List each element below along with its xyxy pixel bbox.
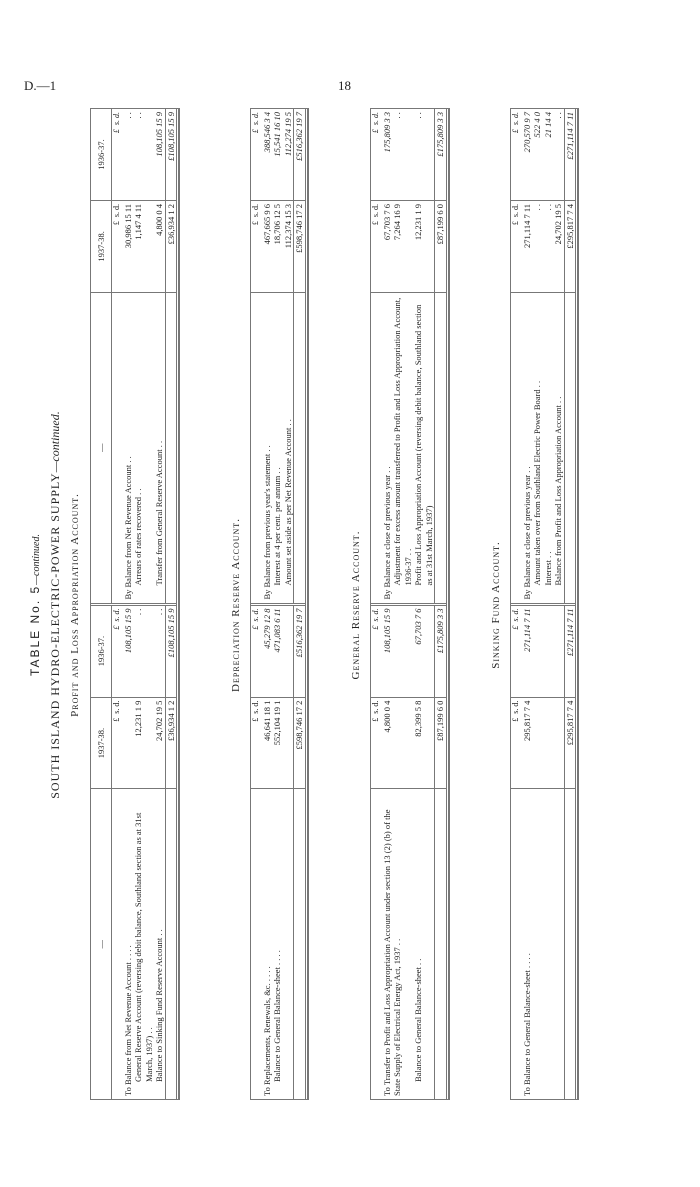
totals-row: £598,746 17 2 £516,362 19 7 £598,746 17 2 £516,362 19 7 [294, 109, 307, 1099]
totals-row: £295,817 7 4 £271,114 7 11 £295,817 7 4 £271,114 7 11 [564, 109, 577, 1099]
table-number: TABLE No. 5—continued. [28, 534, 42, 676]
table-row: Balance to General Balance-sheet . . . . 552,104 19 1 471,083 6 11 Interest at 4 per cent. per annum . . 18,706 12 5 15,541 16 10 [272, 109, 283, 1099]
profit-loss-account: — 1937-38. 1936-37. — 1937-38. 1936-37. £ s. d. £ s. d. £ s. d. £ s. d. To Balance from Net Revenue Account . . . . 108,105 15 9 By Balance from Net Revenue Account . . 30,986 15 11 . . General Reserve Account (reversing debit balance, Southland section as at 31st March, 1937) . . 12,231 1 9 . . Arrears of rates recovered . . 1,147 4 11 . . Balance to Sinking Fund Reserve Account . . 24,702 19 5 . . Transfer from General Reserve Account . . 4,800 0 4 108,105 15 9 £36,934 1 2 £108,105 15 9 £36,934 1 2 £108,105 15 9 [90, 108, 180, 1100]
table-row: Balance from Profit and Loss Appropriation Account . . 24,702 19 5 . . [553, 109, 564, 1099]
table-row: Amount set aside as per Net Revenue Account . . 112,374 15 3 112,274 19 5 [283, 109, 294, 1099]
table-row: To Balance from Net Revenue Account . . . . 108,105 15 9 By Balance from Net Revenue Account . . 30,986 15 11 . . [123, 109, 134, 1099]
table-row: Interest . . . . 21 14 4 [543, 109, 554, 1099]
depreciation-title: Depreciation Reserve Account. [230, 518, 242, 692]
totals-row: £36,934 1 2 £108,105 15 9 £36,934 1 2 £108,105 15 9 [165, 109, 178, 1099]
general-reserve-account: £ s. d. £ s. d. £ s. d. £ s. d. To Transfer to Profit and Loss Appropriation Account under section 13 (2) (b) of the State Supply of Electrical Energy Act, 1937 . . 4,800 0 4 108,105 15 9 By Balance at close of previous year . . Adjustment for excess amount transferred to Profit and Loss Appropriation Account, 1936-37 . . 67,703 7 6 7,264 16 9 175,809 3 3 . . Balance to General Balance-sheet . . 82,399 5 8 67,703 7 6 Profit and Loss Appropriation Account (reversing debit balance, Southland section as at 31st March, 1937) 12,231 1 9 . . £87,199 6 0 £175,809 3 3 £87,199 6 0 £175,809 3 3 [370, 108, 450, 1100]
table-row: General Reserve Account (reversing debit balance, Southland section as at 31st March, 1937) . . 12,231 1 9 . . Arrears of rates recovered . . 1,147 4 11 . . [133, 109, 154, 1099]
table-row: Balance to Sinking Fund Reserve Account . . 24,702 19 5 . . Transfer from General Reserve Account . . 4,800 0 4 108,105 15 9 [154, 109, 165, 1099]
supply-title: SOUTH ISLAND HYDRO-ELECTRIC-POWER SUPPLY—continued. [48, 411, 62, 799]
table-row: To Replacements, Renewals, &c. . . . . 46,641 18 1 45,279 12 8 By Balance from previous year's statement . . 467,665 9 6 388,546 3 4 [262, 109, 273, 1099]
totals-row: £87,199 6 0 £175,809 3 3 £87,199 6 0 £175,809 3 3 [435, 109, 448, 1099]
sinking-fund-account: £ s. d. £ s. d. £ s. d. £ s. d. To Balance to General Balance-sheet . . . . 295,817 7 4 271,114 7 11 By Balance at close of previous year . . 271,114 7 11 270,570 9 7 Amount taken over from Southland Electric Power Board . . . . 522 4 0 Interest . . . . 21 14 4 Balance from Profit and Loss Appropriation Account . . 24,702 19 5 . . £295,817 7 4 £271,114 7 11 £295,817 7 4 £271,114 7 11 [510, 108, 579, 1100]
page-number: 18 [338, 78, 351, 93]
general-reserve-title: General Reserve Account. [350, 530, 362, 680]
page-reference: D.—1 [24, 78, 57, 93]
table-row: Amount taken over from Southland Electric Power Board . . . . 522 4 0 [532, 109, 543, 1099]
profit-loss-title: Profit and Loss Appropriation Account. [69, 493, 81, 717]
table-row: To Balance to General Balance-sheet . . . . 295,817 7 4 271,114 7 11 By Balance at close of previous year . . 271,114 7 11 270,570 9 7 [522, 109, 533, 1099]
rotated-page-content [20, 80, 620, 1130]
depreciation-account: £ s. d. £ s. d. £ s. d. £ s. d. To Replacements, Renewals, &c. . . . . 46,641 18 1 45,279 12 8 By Balance from previous year's statement . . 467,665 9 6 388,546 3 4 Balance to General Balance-sheet . . . . 552,104 19 1 471,083 6 11 Interest at 4 per cent. per annum . . 18,706 12 5 15,541 16 10 Amount set aside as per Net Revenue Account . . 112,374 15 3 112,274 19 5 £598,746 17 2 £516,362 19 7 £598,746 17 2 £516,362 19 7 [250, 108, 309, 1100]
table-row: To Transfer to Profit and Loss Appropriation Account under section 13 (2) (b) of the State Supply of Electrical Energy Act, 1937 . . 4,800 0 4 108,105 15 9 By Balance at close of previous year . . Adjustment for excess amount transferred to Profit and Loss Appropriation Account, 1936-37 . . 67,703 7 6 7,264 16 9 175,809 3 3 . . [382, 109, 414, 1099]
table-heading [28, 80, 81, 1130]
table-row: Balance to General Balance-sheet . . 82,399 5 8 67,703 7 6 Profit and Loss Appropriation Account (reversing debit balance, Southland section as at 31st March, 1937) 12,231 1 9 . . [413, 109, 435, 1099]
sinking-fund-title: Sinking Fund Account. [490, 541, 502, 669]
